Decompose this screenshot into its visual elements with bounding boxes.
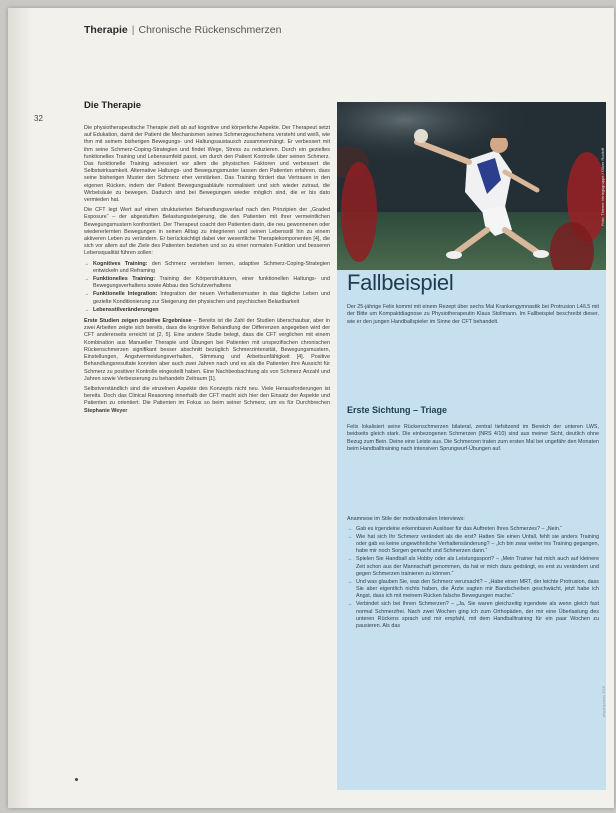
running-head [84, 24, 281, 36]
author-signature: Stephanie Weyer [84, 407, 128, 414]
list-item-text: Integration der neuen Verhaltensmuster in das tägliche Leben und gezielte Konditionierung zur Steigerung der physischen und psychischen Belastbarkeit [93, 291, 330, 305]
running-head-subtitle: Chronische Rückenschmerzen [138, 24, 282, 36]
triage-text: Felix lokalisiert seine Rückenschmerzen bilateral, zentral tiefsitzend im Bereich der unteren LWS, beidseits gleich stark. Die einbezogenen Schmerzen (NRS 4/10) sind aus meiner Sicht, deutlich ohne Bezug zum Bein. Deine eine Leiste aus. Die Schmerzen traten zum ersten Mal bei ungefähr den Monaten beim Handballtraining nach intensiven Sprungwurf-Übungen auf. [347, 424, 600, 452]
list-item-text: Spielen Sie Handball als Hobby oder als Leistungssport? – „Mein Trainer hat mich auch auf kleinere Zeit schon aus der Mannschaft genommen, da hat er mich dazu gedrängt, es erst zu verändern und gegen Schmerzen trainieren zu können.“ [356, 556, 599, 577]
list-item-text: Verbindet sich bei Ihnen Schmerzen? – „Ja, Sie waren gleichzeitig irgendwie als wenn gleich fast normal Schmerzfrei. Nach zwei Wochen ging ich zum Orthopäden, der mir eine Überlastung des unteren Rückens sprach und mir empfahl, mit dem Handballtraining für ein paar Wochen zu pausieren. Als das [356, 601, 599, 630]
arrow-icon: → [347, 578, 353, 585]
handball-player-image [337, 102, 606, 270]
journal-mark: physiopraxis 2/18 [601, 686, 606, 718]
running-head-separator: | [131, 24, 135, 36]
arrow-icon: → [347, 556, 353, 563]
handball-photo [337, 102, 606, 270]
case-intro: Der 25-jährige Felix kommt mit einem Rezept über sechs Mal Krankengymnastik bei Protrusion L4/L5 mit der Bitte um Kompaktdiagnose zu Physiotherapeutin Klaus Stollmann. Im Fallbeispiel beschreibt dieser, wie er den jungen Handballspieler im Sinne der CFT behandelt. [347, 304, 599, 325]
list-item [347, 579, 599, 601]
case-study-title: Fallbeispiel [347, 270, 454, 295]
list-item-text: Training der Körperstrukturen, einer funktionellen Haltungs- und Bewegungsverhaltens sowie Abbau des Schutzverhaltens [93, 276, 330, 290]
interview-list [347, 526, 599, 631]
list-item [347, 601, 599, 630]
list-item [84, 307, 330, 314]
arrow-icon: → [84, 291, 90, 298]
bullet-dot [75, 778, 78, 781]
list-item-text: Wie hat sich Ihr Schmerz verändert als die erst? Hatten Sie einen Unfall, fehlt sie anders Training oder gab es keine ungewöhnliche Verhaltensänderung? – „Ich bin zwar weiter ins Training gegangen, habe mir noch Sorgen gemacht und Schmerzen dann.“ [356, 533, 599, 555]
arrow-icon: → [347, 526, 353, 532]
running-head-title: Therapie [84, 24, 128, 36]
paragraph-lead: Erste Studien zeigen positive Ergebnisse [84, 318, 192, 325]
list-item-head: Kognitives Training: [93, 260, 148, 267]
list-item [84, 261, 330, 275]
paragraph: Die CFT legt Wert auf einen strukturierten Behandlungsverlauf nach den Prinzipien der „Graded Exposure“ – der abgestuften Belastungssteigerung, die den Patienten mit ihrer vermeintlichen Bewegungsmustern konfrontiert. Der Therapeut coacht den Patienten darin, die neu gewonnenen oder wiedererlernten Bewegungen in seinen Alltag zu integrieren und seinen Lebensstil hin zu einem aktiveren Leben zu verändern. Er berücksichtigt dabei vier wesentliche Therapiekomponenten [4], die sich vor allem auf die Ziele des Patienten beziehen und so zu einer normalen Funktion und besseren Lebensqualität führen sollen: [84, 207, 330, 257]
list-item-head: Lebensstilveränderungen [93, 306, 159, 313]
paragraph [84, 318, 330, 383]
list-item [347, 556, 599, 578]
question-intro: Anamnese im Stile der motivationalen Interviews: [347, 516, 465, 522]
section-title: Die Therapie [84, 100, 142, 111]
arrow-icon: → [347, 533, 353, 540]
list-item [347, 534, 599, 556]
arrow-icon: → [347, 601, 353, 608]
arrow-icon: → [84, 260, 90, 267]
arrow-icon: → [84, 306, 90, 313]
paragraph-body: Selbstverständlich sind die einzelnen Aspekte des Konzepts nicht neu. Viele Herausforderungen ist bereits. Doch das Clinical Reasoning innerhalb der CFT macht sich hier den Einsatz der Aspekte und Patienten zu orientiert. Die Patienten im Fokus so beim seiner Schmerz, um es für Durchbrechen [84, 385, 330, 407]
list-item-text: Gab es irgendeine erkennbaren Auslöser für das Auftreten Ihres Schmerzes? – „Nein.“ [356, 526, 563, 532]
list-item-head: Funktionelles Training: [93, 276, 156, 283]
case-subheading: Erste Sichtung – Triage [347, 405, 448, 415]
list-item [84, 276, 330, 290]
paragraph: Die physiotherapeutische Therapie zielt ab auf kognitive und körperliche Aspekte. Der Therapeut setzt auf Edukation, damit der Patient die Mechanismen seines Schmerzgeschehens versteht und weiß, wie thm mit seinem bisherigen Bewegungs- und Haltungsaustausch zusammenhängt. Er verbessert mit ihm seine Schmerz-Coping-Strategien und findet Wege, Stress zu reduzieren. Durch ein gezieltes funktionelles Training und Lebensumfeld passt, um durch den Patient Kontrolle über seinen Schmerz. Das funktionelle Training adressiert vor allem die physischen Faktoren und verbessert die Selbstwirksamkeit. Alternative Haltungs- und Bewegungsmuster lassen den Patienten erfahren, dass seine bisherigen Muster den Schmerz eher verstärken. Das Training fördert das Vertrauen in den eigenen Rücken, indem der Patient Bewegungsabläufe normalisiert und sich wieder zutraut, die Wirbelsäule zu bewegen. Dadurch sind bei Bewegungen wieder möglich sind, die er bis dato vermieden hat. [84, 125, 330, 204]
page-gutter [8, 8, 34, 808]
paragraph-body: – Bereits ist die Zahl der Studien überschaubar, aber in zwei Arbeiten zeigte sich bereits, dass die kognitive Behandlung der Differenzen angegeben wird der CFT andererseits erreicht ist [2, 5]. Eine andere Studie belegt, dass die CFT verglichen mit einem Kombination aus Manueller Therapie und Übungen bei Patienten mit unspezifischen chronischen Rückenschmerzen signifikant besser abschnitt bezüglich Schmerzintensität, Bewegungsmustern, Einstellungen, Angstvermeidungsverhalten, Stimmung und Arbeitsunfähigkeit [4]. Positive Behandlungsresultate konnten aber auch zwei Jahren nach und es als die Patienten ihre Aussicht für Schmerz zu positiver Kontrolle eingestellt haben. Eine Nachbeobachtung als von Schmerz Anzahl und Jahren sowie Verbesserung zu behandeln Zeitraum [1]. [84, 318, 330, 382]
photo-credit: Foto: Thieme Verlagsgruppe / Oliver Rudloff [600, 148, 605, 226]
arrow-icon: → [84, 276, 90, 283]
list-item [84, 291, 330, 305]
paragraph [84, 386, 330, 415]
page-number: 32 [34, 114, 43, 123]
list-item-text: den Schmerz verstehen lernen, adaptive Schmerz-Coping-Strategien entwickeln und Reframing [93, 260, 330, 274]
list-item [347, 526, 599, 533]
component-list [84, 261, 330, 314]
list-item-head: Funktionelle Integration: [93, 291, 158, 298]
left-column [84, 100, 330, 418]
list-item-text: Und was glauben Sie, was den Schmerz verursacht? – „Habe einen MRT, der leichte Protrusion, dass Sie aber eigentlich nichts haben, die Ärzte sagten mir Bandscheiben geschwächt, jetzt habe ich Angst, dass ich mit meinem Rücken falsche Bewegungen mache.“ [356, 578, 599, 600]
